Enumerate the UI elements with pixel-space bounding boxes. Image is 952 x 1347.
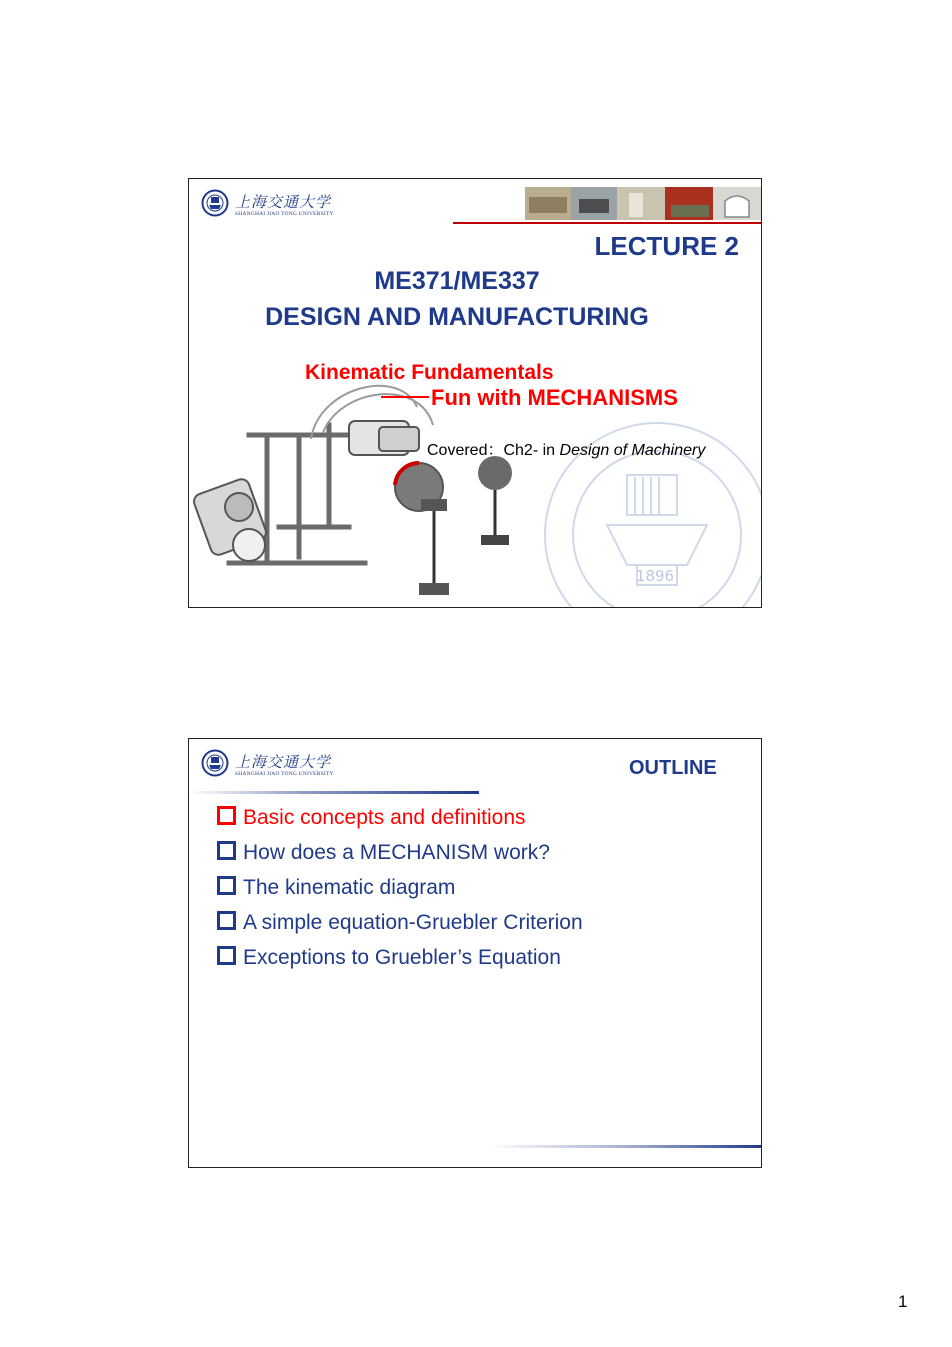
lecture-number: LECTURE 2 xyxy=(594,231,739,261)
university-emblem-icon xyxy=(201,189,229,217)
seal-year: 1896 xyxy=(635,567,675,585)
outline-item xyxy=(217,805,583,840)
logo-english-name: SHANGHAI JIAO TONG UNIVERSITY xyxy=(235,771,334,777)
em-dash-line xyxy=(381,396,429,398)
checkbox-square-icon xyxy=(217,911,236,930)
subtitle-mechanisms-text: Fun with MECHANISMS xyxy=(431,385,678,410)
outline-item xyxy=(217,910,583,945)
outline-item xyxy=(217,875,583,910)
outline-item xyxy=(217,945,583,980)
checkbox-square-icon xyxy=(217,806,236,825)
course-title: DESIGN AND MANUFACTURING xyxy=(265,303,649,331)
subtitle-fun-with-mechanisms xyxy=(381,385,678,411)
outline-item-label: The kinematic diagram xyxy=(243,876,456,899)
lego-robot-image xyxy=(189,377,549,608)
checkbox-square-icon xyxy=(217,841,236,860)
campus-photo-strip xyxy=(525,187,761,220)
outline-item-label: A simple equation-Gruebler Criterion xyxy=(243,911,583,934)
footer-blue-rule xyxy=(489,1145,762,1148)
outline-item-label: Exceptions to Gruebler’s Equation xyxy=(243,946,561,969)
subtitle-kinematic-fundamentals: Kinematic Fundamentals xyxy=(305,361,554,384)
page-number: 1 xyxy=(898,1292,908,1311)
logo-english-name: SHANGHAI JIAO TONG UNIVERSITY xyxy=(235,211,334,217)
university-logo xyxy=(201,189,351,223)
header-blue-rule xyxy=(189,791,479,794)
outline-title: OUTLINE xyxy=(629,757,717,779)
title-slide xyxy=(188,178,762,608)
university-logo xyxy=(201,749,351,783)
covered-prefix: Covered：Ch2- in xyxy=(427,442,560,459)
outline-item xyxy=(217,840,583,875)
header-red-rule xyxy=(453,222,762,224)
outline-slide xyxy=(188,738,762,1168)
outline-list xyxy=(217,805,583,980)
checkbox-square-icon xyxy=(217,876,236,895)
book-title: Design of Machinery xyxy=(559,442,706,459)
logo-chinese-name: 上海交通大学 xyxy=(235,753,332,771)
checkbox-square-icon xyxy=(217,946,236,965)
university-emblem-icon xyxy=(201,749,229,777)
course-code: ME371/ME337 xyxy=(374,267,540,295)
outline-item-label: How does a MECHANISM work? xyxy=(243,841,550,864)
logo-chinese-name: 上海交通大学 xyxy=(235,193,332,211)
covered-reference xyxy=(427,437,705,460)
outline-item-label: Basic concepts and definitions xyxy=(243,806,526,829)
